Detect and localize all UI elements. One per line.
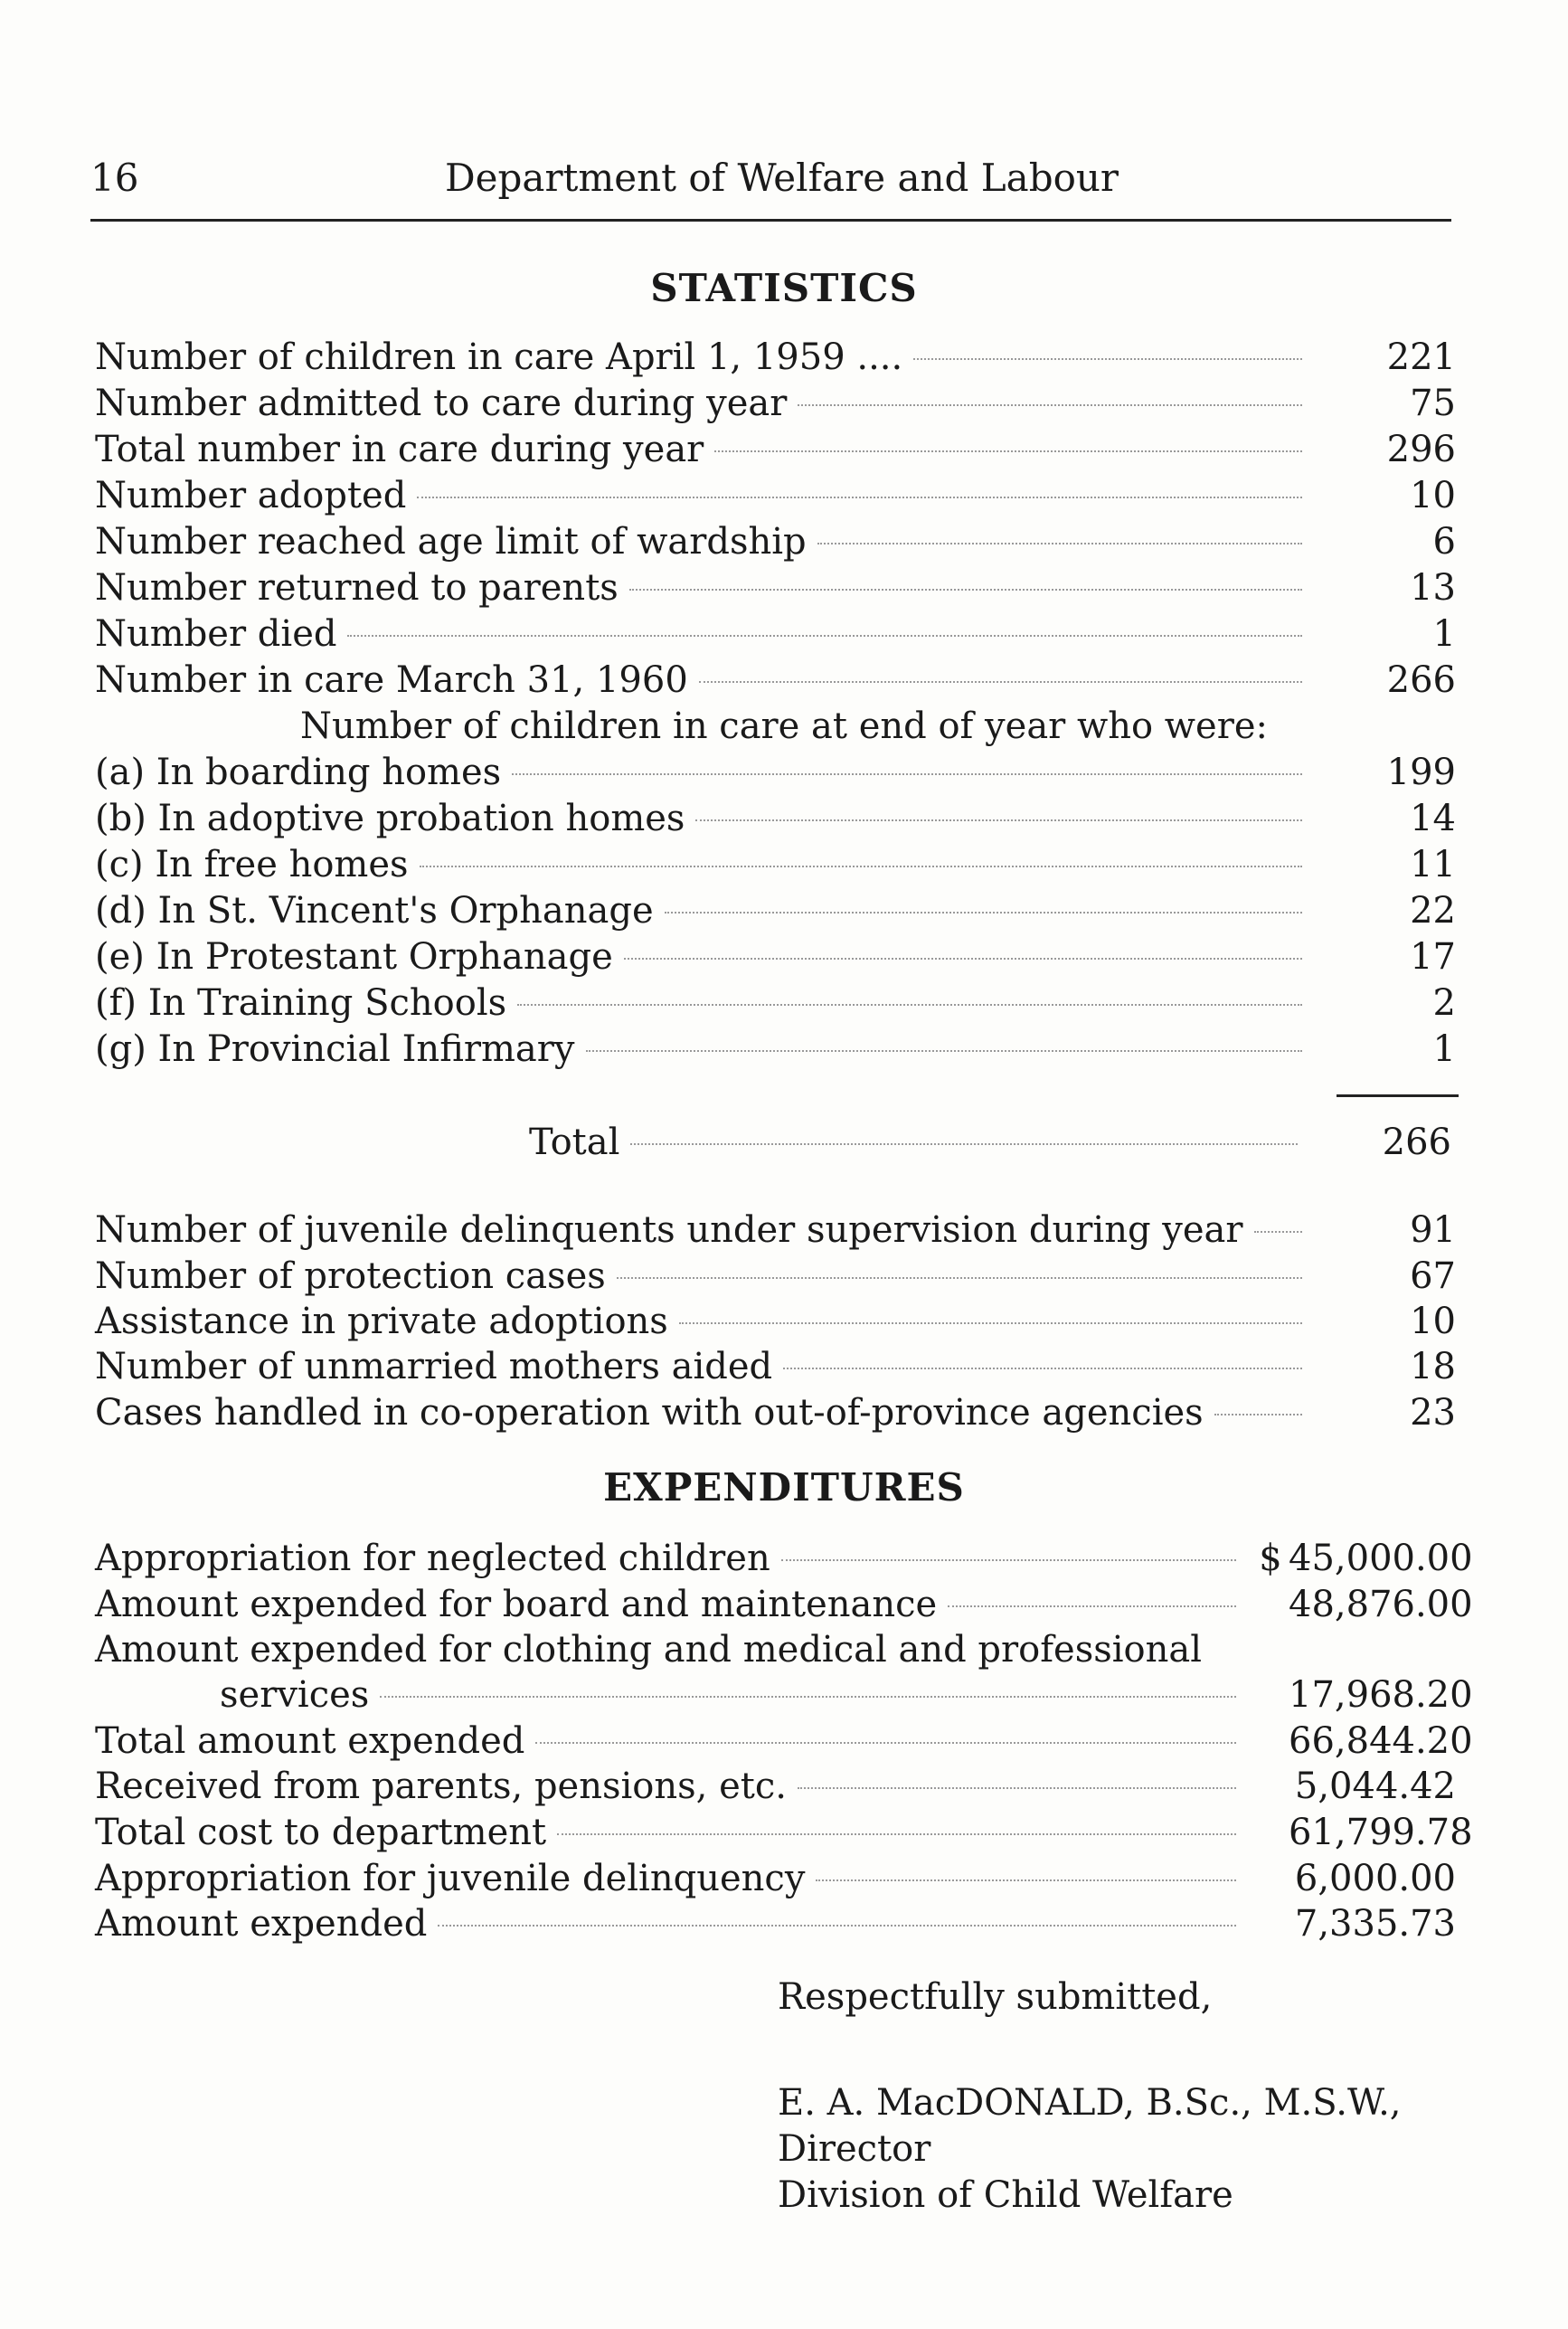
expenditure-label: Received from parents, pensions, etc. — [95, 1766, 787, 1807]
stat-label: Number died — [95, 613, 337, 655]
header-rule — [90, 219, 1451, 222]
stat-row — [95, 473, 1456, 518]
stat-row — [95, 519, 1456, 564]
leader-dots — [816, 1879, 1236, 1881]
leader-dots — [512, 773, 1302, 775]
leader-dots — [783, 1368, 1302, 1369]
leader-dots — [679, 1322, 1302, 1324]
placement-row — [95, 934, 1456, 980]
placement-row — [95, 750, 1456, 795]
stat-label: Cases handled in co-operation with out-of-province agencies — [95, 1392, 1204, 1434]
expenditure-row — [95, 1764, 1456, 1809]
leader-dots — [798, 1787, 1236, 1789]
expenditure-label-line2: services — [220, 1674, 370, 1716]
stat-row — [95, 658, 1456, 703]
expenditure-value: 61,799.78 — [1289, 1812, 1473, 1853]
stat-row — [95, 1299, 1456, 1344]
expenditure-label: Amount expended — [95, 1903, 428, 1945]
expenditure-label: Total cost to department — [95, 1812, 547, 1853]
stat-value: 23 — [1410, 1392, 1456, 1434]
expenditure-value: 5,044.42 — [1294, 1766, 1456, 1807]
stat-label: Number of protection cases — [95, 1255, 606, 1297]
leader-dots — [420, 866, 1302, 867]
expenditure-value: 7,335.73 — [1294, 1903, 1456, 1945]
total-row — [529, 1120, 1451, 1165]
placement-label: (e) In Protestant Orphanage — [95, 936, 613, 978]
leader-dots — [948, 1605, 1236, 1607]
page-number: 16 — [90, 156, 139, 200]
stat-label: Total number in care during year — [95, 429, 704, 470]
expenditure-row — [95, 1536, 1473, 1581]
stat-value: 18 — [1410, 1346, 1456, 1387]
stat-value: 1 — [1432, 613, 1456, 655]
page-header — [90, 156, 1451, 210]
stat-value: 296 — [1386, 429, 1456, 470]
stat-value: 13 — [1410, 567, 1456, 609]
leader-dots — [517, 1004, 1302, 1006]
leader-dots — [557, 1833, 1236, 1835]
placement-row — [95, 1027, 1456, 1072]
expenditure-row — [95, 1582, 1473, 1627]
leader-dots — [417, 497, 1302, 498]
stat-row — [95, 381, 1456, 426]
placement-label: (f) In Training Schools — [95, 982, 507, 1024]
stat-row — [95, 1254, 1456, 1299]
stat-value: 91 — [1410, 1209, 1456, 1251]
placement-label: (a) In boarding homes — [95, 752, 502, 793]
placement-value: 2 — [1432, 982, 1456, 1024]
leader-dots — [1254, 1231, 1302, 1233]
placement-subheading: Number of children in care at end of year who were: — [300, 705, 1268, 747]
expenditure-label: Total amount expended — [95, 1720, 525, 1762]
closing-salutation: Respectfully submitted, — [778, 1976, 1213, 2018]
placement-label: (g) In Provincial Infirmary — [95, 1028, 575, 1070]
expenditure-value: 48,876.00 — [1289, 1584, 1473, 1625]
expenditure-value: 66,844.20 — [1289, 1720, 1473, 1762]
stat-label: Number adopted — [95, 475, 407, 516]
total-rule — [1337, 1094, 1459, 1097]
signatory-title: Director — [778, 2128, 931, 2170]
total-value: 266 — [1382, 1122, 1451, 1163]
stat-label: Number of unmarried mothers aided — [95, 1346, 773, 1387]
stat-row — [95, 1390, 1456, 1435]
stat-value: 266 — [1386, 659, 1456, 701]
stat-label: Number reached age limit of wardship — [95, 521, 807, 563]
running-title: Department of Welfare and Labour — [445, 156, 1119, 200]
leader-dots — [913, 358, 1302, 360]
placement-value: 199 — [1386, 752, 1456, 793]
expenditure-row — [95, 1672, 1473, 1718]
placement-value: 22 — [1410, 890, 1456, 932]
stat-row — [95, 1207, 1456, 1253]
expenditure-value: 6,000.00 — [1294, 1858, 1456, 1899]
stat-value: 75 — [1410, 383, 1456, 424]
leader-dots — [535, 1742, 1236, 1744]
expenditure-label: Amount expended for board and maintenance — [95, 1584, 938, 1625]
placement-value: 11 — [1410, 844, 1456, 885]
leader-dots — [695, 819, 1302, 821]
stat-value: 10 — [1410, 475, 1456, 516]
placement-label: (d) In St. Vincent's Orphanage — [95, 890, 654, 932]
stat-label: Assistance in private adoptions — [95, 1301, 668, 1342]
placement-value: 14 — [1410, 798, 1456, 839]
stat-value: 10 — [1410, 1301, 1456, 1342]
leader-dots — [781, 1559, 1236, 1561]
leader-dots — [714, 450, 1302, 452]
stat-value: 67 — [1410, 1255, 1456, 1297]
placement-row — [95, 796, 1456, 841]
currency-symbol: $ — [1259, 1538, 1282, 1579]
expenditures-heading: EXPENDITURES — [603, 1465, 965, 1510]
leader-dots — [629, 589, 1302, 591]
stat-row — [95, 1344, 1456, 1389]
stat-row — [95, 565, 1456, 611]
stat-label: Number admitted to care during year — [95, 383, 788, 424]
expenditure-label: Appropriation for juvenile delinquency — [95, 1858, 806, 1899]
stat-row — [95, 611, 1456, 657]
placement-row — [95, 888, 1456, 933]
leader-dots — [630, 1143, 1298, 1145]
expenditure-value: 45,000.00 — [1289, 1538, 1473, 1579]
leader-dots — [1214, 1414, 1302, 1415]
placement-label: (c) In free homes — [95, 844, 409, 885]
stat-label: Number returned to parents — [95, 567, 619, 609]
expenditure-value: 17,968.20 — [1289, 1674, 1473, 1716]
leader-dots — [617, 1277, 1302, 1279]
leader-dots — [798, 404, 1302, 406]
leader-dots — [699, 681, 1302, 683]
stat-label: Number of children in care April 1, 1959 .... — [95, 336, 903, 378]
leader-dots — [438, 1925, 1236, 1927]
placement-row — [95, 980, 1456, 1026]
stat-label: Number of juvenile delinquents under supervision during year — [95, 1209, 1243, 1251]
expenditure-label: Appropriation for neglected children — [95, 1538, 770, 1579]
signatory-name: E. A. MacDONALD, B.Sc., M.S.W., — [778, 2082, 1402, 2124]
stat-value: 6 — [1432, 521, 1456, 563]
stat-value: 221 — [1386, 336, 1456, 378]
leader-dots — [347, 635, 1302, 637]
placement-label: (b) In adoptive probation homes — [95, 798, 685, 839]
expenditure-row — [95, 1901, 1456, 1946]
expenditure-row — [95, 1718, 1473, 1764]
expenditure-label-line1: Amount expended for clothing and medical and professional — [95, 1629, 1203, 1671]
placement-value: 17 — [1410, 936, 1456, 978]
signatory-division: Division of Child Welfare — [778, 2174, 1233, 2216]
leader-dots — [380, 1696, 1236, 1698]
statistics-heading: STATISTICS — [650, 266, 918, 310]
leader-dots — [586, 1050, 1303, 1052]
total-label: Total — [529, 1122, 620, 1163]
stat-row — [95, 427, 1456, 472]
leader-dots — [624, 958, 1302, 960]
placement-row — [95, 842, 1456, 887]
expenditure-row — [95, 1856, 1456, 1901]
expenditure-row — [95, 1810, 1473, 1855]
leader-dots — [665, 912, 1302, 914]
placement-value: 1 — [1432, 1028, 1456, 1070]
leader-dots — [817, 543, 1302, 544]
stat-row — [95, 335, 1456, 380]
stat-label: Number in care March 31, 1960 — [95, 659, 688, 701]
